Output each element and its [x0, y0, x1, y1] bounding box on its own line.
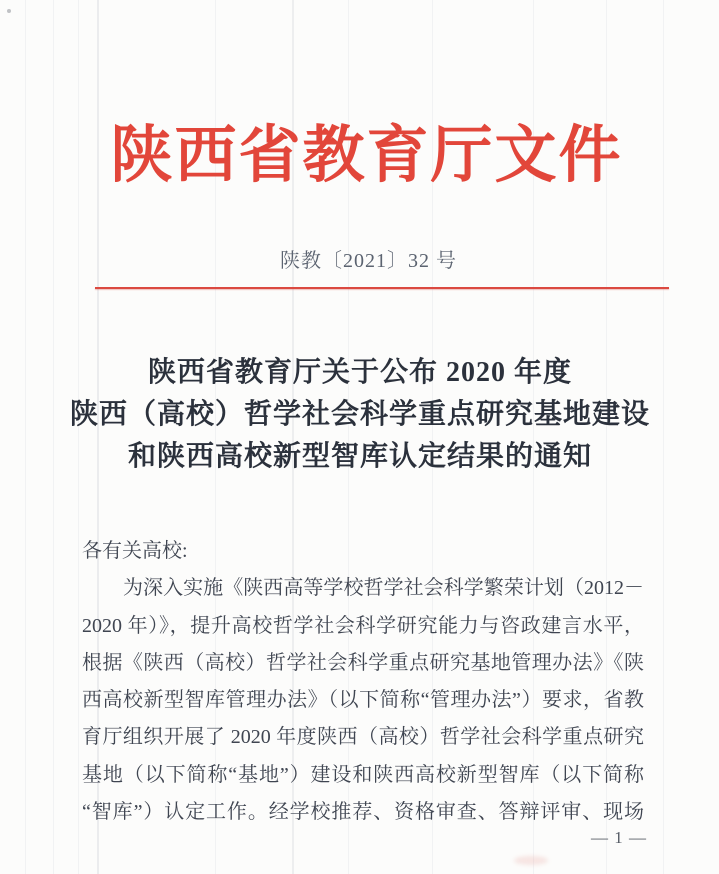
document-title-line-3: 和陕西高校新型智库认定结果的通知 [127, 441, 592, 472]
document-title-line-2: 陕西（高校）哲学社会科学重点研究基地建设 [69, 399, 650, 430]
doc-number: 陕教〔2021〕32 号 [280, 250, 457, 272]
body-line: 为深入实施《陕西高等学校哲学社会科学繁荣计划（2012－ [123, 577, 644, 600]
salutation: 各有关高校: [82, 540, 188, 562]
scan-speck [7, 9, 11, 13]
body-line: 根据《陕西（高校）哲学社会科学重点研究基地管理办法》《陕 [82, 651, 644, 674]
body-text [82, 533, 644, 831]
document-title-line-1: 陕西省教育厅关于公布 2020 年度 [147, 357, 572, 388]
letterhead-title: 陕西省教育厅文件 [110, 122, 623, 190]
body-line: 基地（以下简称“基地”）建设和陕西高校新型智库（以下简称 [82, 763, 644, 786]
body-line: 2020 年）》，提升高校哲学社会科学研究能力与咨政建言水平， [82, 614, 644, 637]
document-title [36, 352, 684, 478]
scan-smudge [514, 856, 548, 865]
body-line: 育厅组织开展了 2020 年度陕西（高校）哲学社会科学重点研究 [82, 726, 644, 749]
body-line: “智库”）认定工作。经学校推荐、资格审查、答辩评审、现场 [82, 801, 644, 824]
red-divider-line [95, 287, 669, 289]
page-number: — 1 — [591, 828, 647, 847]
body-line: 西高校新型智库管理办法》（以下简称“管理办法”）要求，省教 [82, 689, 644, 712]
